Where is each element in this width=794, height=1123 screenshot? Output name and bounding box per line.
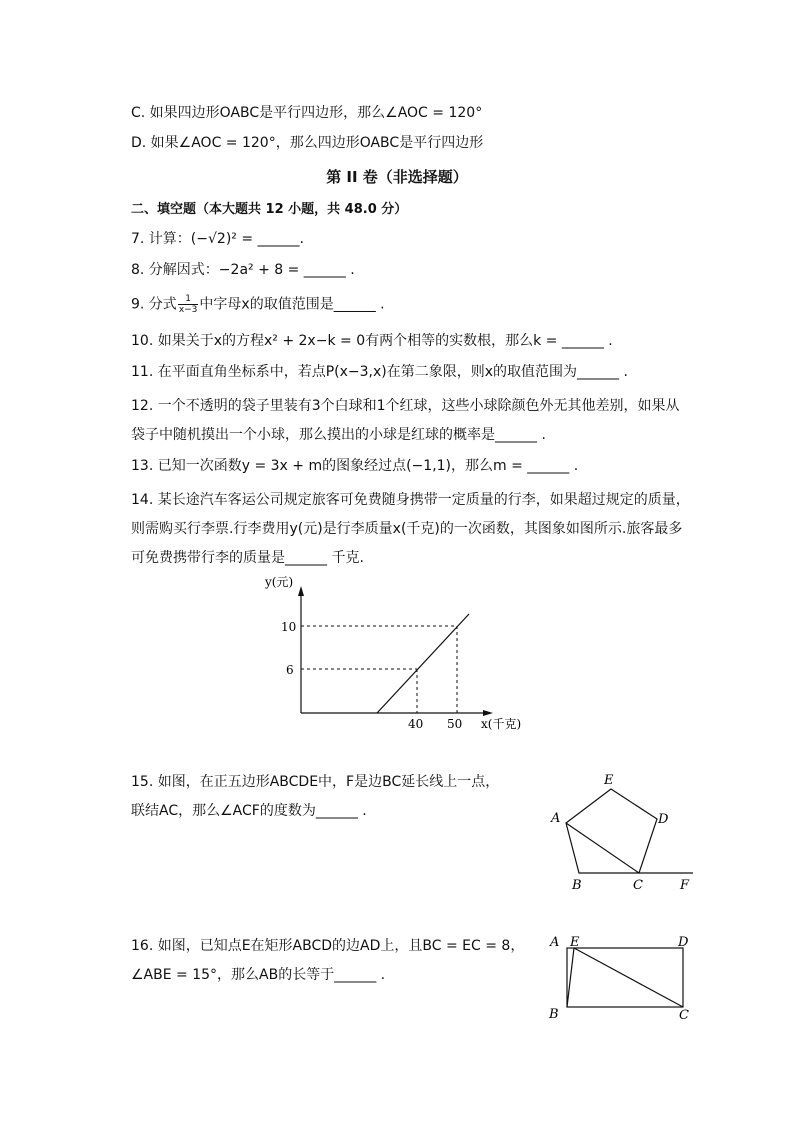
- label-a: A: [551, 811, 561, 826]
- question-10: 10. 如果关于x的方程x² + 2x−k = 0有两个相等的实数根，那么k = ______ .: [131, 333, 613, 349]
- y-tick-6: 6: [286, 663, 294, 677]
- label-e: E: [604, 773, 614, 788]
- fraction-numerator: 1: [178, 294, 199, 305]
- question-9-suffix: 中字母x的取值范围是______ .: [199, 296, 385, 313]
- label-b: B: [572, 878, 582, 893]
- segment-be: [567, 948, 574, 1007]
- y-axis-arrow: [298, 586, 304, 596]
- function-line: [377, 614, 469, 713]
- option-c: C. 如果四边形OABC是平行四边形，那么∠AOC = 120°: [131, 105, 483, 121]
- question-9-prefix: 9. 分式: [131, 296, 177, 313]
- question-9: [131, 294, 385, 315]
- section-title: 二、填空题（本大题共 12 小题，共 48.0 分）: [131, 202, 408, 217]
- fraction: [178, 294, 199, 315]
- fraction-denominator: x−3: [178, 305, 198, 315]
- x-tick-40: 40: [408, 717, 424, 731]
- segment-ec: [574, 948, 683, 1007]
- pentagon: [566, 789, 657, 873]
- graph-q14: [255, 570, 545, 735]
- figure-q15: [545, 768, 705, 896]
- x-tick-50: 50: [447, 717, 463, 731]
- question-15: 15. 如图，在正五边形ABCDE中，F是边BC延长线上一点，联结AC，那么∠ACF的度数为______ .: [131, 774, 500, 819]
- y-axis-label: y(元): [265, 575, 294, 589]
- question-8: 8. 分解因式：−2a² + 8 = ______ .: [131, 262, 355, 278]
- x-axis-label: x(千克): [481, 717, 522, 731]
- label-d: D: [678, 935, 689, 950]
- label-e: E: [570, 935, 580, 950]
- question-11: 11. 在平面直角坐标系中，若点P(x−3,x)在第二象限，则x的取值范围为______ .: [131, 364, 628, 380]
- part-title: 第 II 卷（非选择题）: [326, 168, 468, 186]
- label-d: D: [658, 812, 669, 827]
- question-16: 16. 如图，已知点E在矩形ABCD的边AD上，且BC = EC = 8，∠ABE = 15°，那么AB的长等于______ .: [131, 938, 525, 983]
- label-b: B: [549, 1007, 559, 1022]
- question-13: 13. 已知一次函数y = 3x + m的图象经过点(−1,1)，那么m = ______ .: [131, 458, 579, 474]
- label-c: C: [679, 1008, 689, 1023]
- question-14: 14. 某长途汽车客运公司规定旅客可免费随身携带一定质量的行李，如果超过规定的质量，则需购买行李票.行李费用y(元)是行李质量x(千克)的一次函数，其图象如图所示.旅客最多可免费携带行李的质量是______ 千克.: [131, 492, 690, 566]
- label-c: C: [633, 878, 643, 893]
- question-12: 12. 一个不透明的袋子里装有3个白球和1个红球，这些小球除颜色外无其他差别，如果从袋子中随机摸出一个小球，那么摸出的小球是红球的概率是______ .: [131, 398, 680, 443]
- y-tick-10: 10: [281, 620, 297, 634]
- label-f: F: [680, 878, 690, 893]
- x-axis-arrow: [483, 710, 493, 716]
- figure-q16: [545, 930, 700, 1025]
- question-7: 7. 计算：(−√2)² = ______.: [131, 231, 304, 247]
- label-a: A: [550, 935, 560, 950]
- option-d: D. 如果∠AOC = 120°，那么四边形OABC是平行四边形: [131, 135, 484, 151]
